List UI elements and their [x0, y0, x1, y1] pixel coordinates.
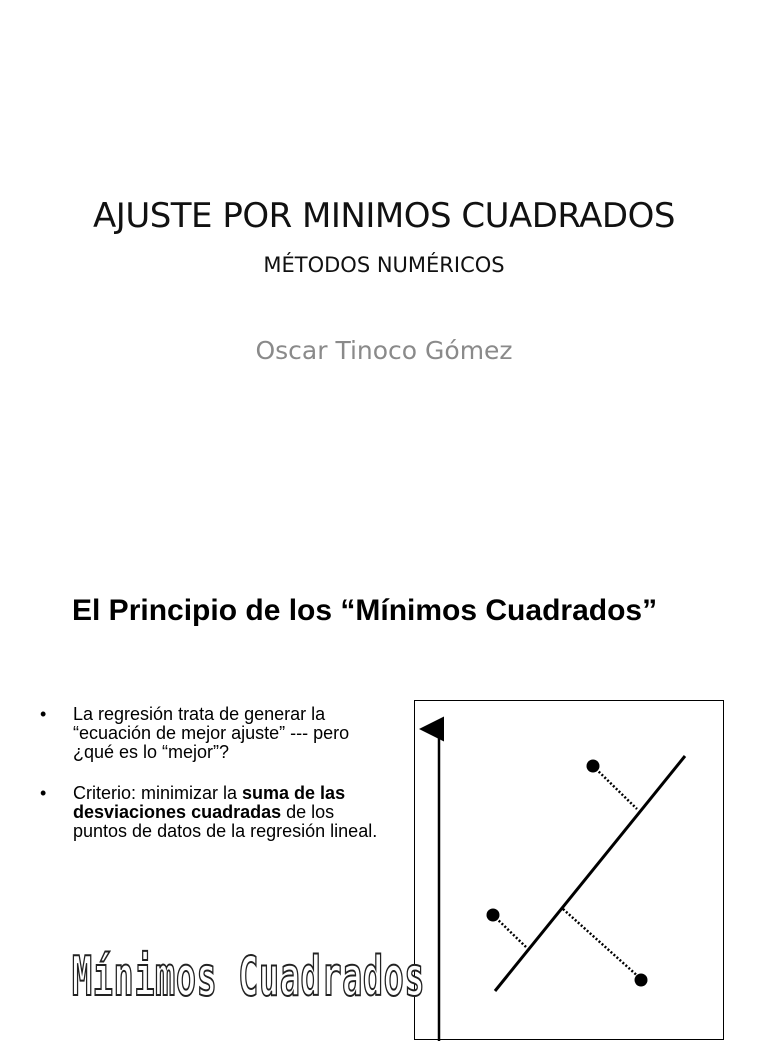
bullet-list — [40, 705, 385, 863]
bullet-item — [40, 705, 385, 762]
residual-line — [493, 915, 527, 948]
slide-title: AJUSTE POR MINIMOS CUADRADOS — [93, 196, 675, 236]
bullet-dot-icon: • — [40, 704, 47, 724]
residual-line — [563, 909, 641, 979]
wordart-title: Mínimos Cuadrados — [72, 945, 426, 1008]
slide-subtitle: MÉTODOS NUMÉRICOS — [263, 253, 505, 277]
data-point — [635, 974, 648, 987]
data-point — [587, 760, 600, 773]
diagram-svg — [415, 701, 725, 1041]
bullet-text: de los puntos de datos de la regresión lineal. — [73, 802, 378, 841]
bullet-dot-icon: • — [40, 783, 47, 803]
slide-heading: El Principio de los “Mínimos Cuadrados” — [72, 594, 658, 627]
author-name: Oscar Tinoco Gómez — [255, 336, 513, 365]
bullet-text-bold: suma de las desviaciones cuadradas — [73, 783, 346, 822]
residual-line — [593, 766, 637, 809]
bullet-text: Criterio: minimizar la — [73, 783, 243, 803]
bullet-item — [40, 784, 385, 841]
bullet-text: La regresión trata de generar la “ecuación de mejor ajuste” --- pero ¿qué es lo “mejor”? — [73, 704, 350, 762]
regression-line — [495, 756, 685, 991]
least-squares-diagram — [414, 700, 724, 1040]
data-point — [487, 909, 500, 922]
